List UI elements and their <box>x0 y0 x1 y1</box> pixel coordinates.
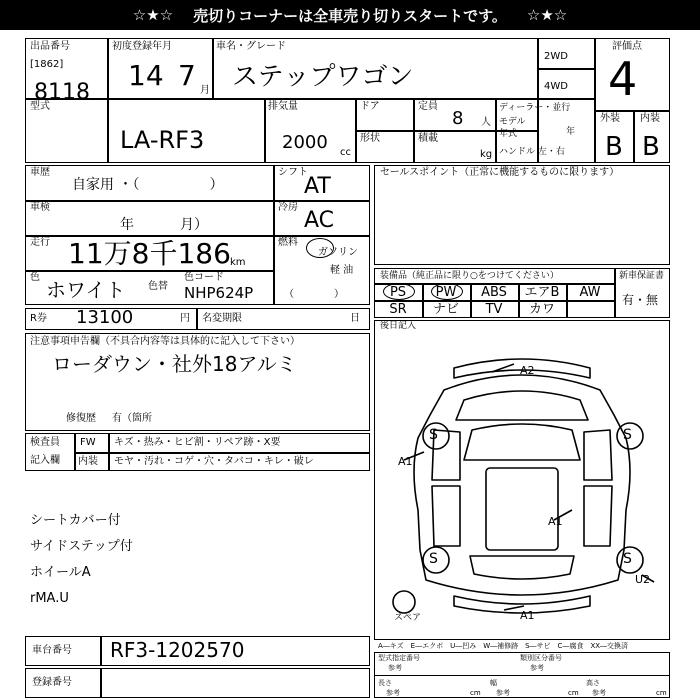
reg-number-label: 登録番号 <box>32 677 72 688</box>
spare-label: スペア <box>394 613 422 623</box>
person-label: 人 <box>481 117 491 128</box>
check-label: 検査員 <box>30 437 60 448</box>
equip-navi: ナビ <box>432 302 459 317</box>
length-label: 長さ <box>378 679 392 687</box>
name-change-label: 名変期限 <box>202 313 242 324</box>
sales-label: セールスポイント（正常に機能するものに限ります） <box>380 167 620 178</box>
notes-text: ローダウン・社外18アルミ <box>52 352 297 376</box>
wd2: 2WD <box>544 51 568 62</box>
ext-value: B <box>605 132 623 162</box>
damage-a1-bottom: A1 <box>520 609 535 622</box>
damage-a1-left: A1 <box>398 455 413 468</box>
remark-1: シートカバー付 <box>30 513 121 528</box>
door-label: ドア <box>360 101 380 112</box>
weight-label: 積載 <box>418 133 438 144</box>
name-label: 車名・グレード <box>216 41 286 52</box>
day-label: 日 <box>350 313 360 324</box>
height-label: 高さ <box>586 679 600 687</box>
width-cm: cm <box>568 689 579 697</box>
reg-month: 7 <box>178 59 196 92</box>
wheel-s-fl: S <box>429 427 438 443</box>
banner-stars-right: ☆★☆ <box>526 6 568 24</box>
mileage-label: 走行 <box>30 237 50 248</box>
equip-tv: TV <box>485 302 503 317</box>
ac-label: 冷房 <box>278 202 298 213</box>
grade-label: 評価点 <box>612 41 642 52</box>
reg-year: 14 <box>128 59 164 92</box>
int-value: B <box>642 132 660 162</box>
damage-a2-top: A2 <box>520 364 535 377</box>
capacity-value: 8 <box>452 108 464 129</box>
equip-pw-circle <box>431 283 463 300</box>
color-code-label: 色コード <box>184 272 224 283</box>
history-label: 車歴 <box>30 167 50 178</box>
equip-abs: ABS <box>481 285 507 300</box>
lot-number: 8118 <box>34 80 90 105</box>
fuel-other: （ ） <box>284 289 344 300</box>
shift-label: シフト <box>278 167 308 178</box>
color-value: ホワイト <box>46 278 126 302</box>
kg-label: kg <box>480 149 493 160</box>
banner-stars-left: ☆★☆ <box>132 6 174 24</box>
fuel-diesel: 軽 油 <box>330 265 354 276</box>
equip-ps-circle <box>383 283 415 300</box>
width-ref: 参考 <box>496 689 510 697</box>
fw-items: キズ・热み・ヒビ割・リペア跡・X要 <box>114 437 281 448</box>
cert-ref-1: 参考 <box>388 664 402 672</box>
month-unit: 月 <box>200 85 210 96</box>
height-cm: cm <box>656 689 667 697</box>
cap-label: 定員 <box>418 101 438 112</box>
model-value: LA-RF3 <box>120 126 205 154</box>
cc-label: cc <box>340 147 351 158</box>
fuel-gas: ガソリン <box>318 247 358 258</box>
warranty-value: 有・無 <box>622 293 659 307</box>
fuel-label: 燃料 <box>278 237 298 248</box>
notes-label: 注意事項申告欄（不具合内容等は具体的に記入して下さい） <box>30 336 300 347</box>
chassis-value: RF3-1202570 <box>110 638 245 662</box>
warranty-label: 新車保証書 <box>619 271 665 281</box>
disp-label: 排気量 <box>268 101 298 112</box>
recycle-value: 13100 <box>76 307 134 328</box>
equip-sr: SR <box>389 302 407 317</box>
damage-legend: A―キズ E―エクボ U―凹み W―補修跡 S―サビ C―腐食 XX―交換済 <box>378 642 629 650</box>
repair-value: 有（箇所 <box>112 413 152 424</box>
remark-3: ホイールA <box>30 565 91 580</box>
reg-number-row <box>25 668 370 698</box>
reg-label: 初度登録年月 <box>112 41 172 52</box>
width-label: 幅 <box>490 679 497 687</box>
damage-u2: U2 <box>635 573 651 586</box>
cert-ref-2: 参考 <box>530 664 544 672</box>
wheel-s-rr: S <box>623 551 632 567</box>
int-label: 内装 <box>640 113 660 124</box>
dealer-label: ディーラー・並行 <box>499 103 571 113</box>
shape-label: 形状 <box>360 133 380 144</box>
wheel-s-rl: S <box>429 551 438 567</box>
ac-value: AC <box>304 208 335 233</box>
top-banner <box>0 0 700 30</box>
year-unit: 年 <box>566 127 576 137</box>
banner-text: 売切りコーナーは全車売り切りスタートです。 <box>193 6 507 25</box>
nen-label: 年式 <box>499 129 518 139</box>
color-code-value: NHP624P <box>184 284 254 302</box>
damage-a1-mid: A1 <box>548 515 563 528</box>
equip-pw: PW <box>435 285 457 300</box>
cert-label-1: 型式指定番号 <box>378 654 420 662</box>
equip-airbag: エアB <box>524 285 560 300</box>
fuel-circle <box>306 238 334 258</box>
model-label: 型式 <box>30 101 50 112</box>
int-items: モヤ・汚れ・コゲ・穴・タバコ・キレ・破レ <box>114 456 314 467</box>
equip-aw: AW <box>579 285 601 300</box>
cert-label-2: 類別区分番号 <box>520 654 562 662</box>
wd4: 4WD <box>544 81 568 92</box>
equip-leather: カワ <box>528 302 555 317</box>
mileage-value: 11万8千186 <box>68 237 231 270</box>
grade-value: 4 <box>608 52 638 106</box>
remark-4: rMA.U <box>30 591 69 606</box>
color-change-label: 色替 <box>148 281 168 292</box>
inspect-label: 車検 <box>30 202 50 213</box>
km-label: km <box>230 257 246 268</box>
chassis-label: 車台番号 <box>32 645 72 656</box>
inspect-year: 年 <box>120 217 134 233</box>
shift-value: AT <box>304 174 331 199</box>
car-name: ステップワゴン <box>232 62 414 92</box>
repair-label: 修復歴 <box>66 413 96 424</box>
height-ref: 参考 <box>592 689 606 697</box>
fw-label: FW <box>80 437 96 448</box>
remark-2: サイドステップ付 <box>30 539 133 554</box>
int-row-label: 内装 <box>78 456 98 467</box>
history-value: 自家用 ・（ ） <box>72 177 224 193</box>
model-year-label: モデル <box>499 117 526 127</box>
wheel-s-fr: S <box>623 427 632 443</box>
color-label: 色 <box>30 272 40 283</box>
ext-label: 外装 <box>600 113 620 124</box>
diagram-title: 後日記入 <box>380 321 417 331</box>
sales-point-box <box>374 165 670 265</box>
entry-label: 記入欄 <box>30 455 60 466</box>
inspect-month: 月） <box>180 217 208 233</box>
equip-ps: PS <box>389 285 407 300</box>
lot-label: 出品番号 <box>30 41 70 52</box>
handle-label: ハンドル 左・右 <box>499 147 565 157</box>
length-cm: cm <box>470 689 481 697</box>
length-ref: 参考 <box>386 689 400 697</box>
recycle-label: R券 <box>30 313 47 324</box>
disp-value: 2000 <box>282 132 328 153</box>
equip-label: 装備品（純正品に限り○をつけてください） <box>380 271 559 281</box>
lot-sub: [1862] <box>30 59 64 70</box>
yen-label: 円 <box>180 313 190 324</box>
